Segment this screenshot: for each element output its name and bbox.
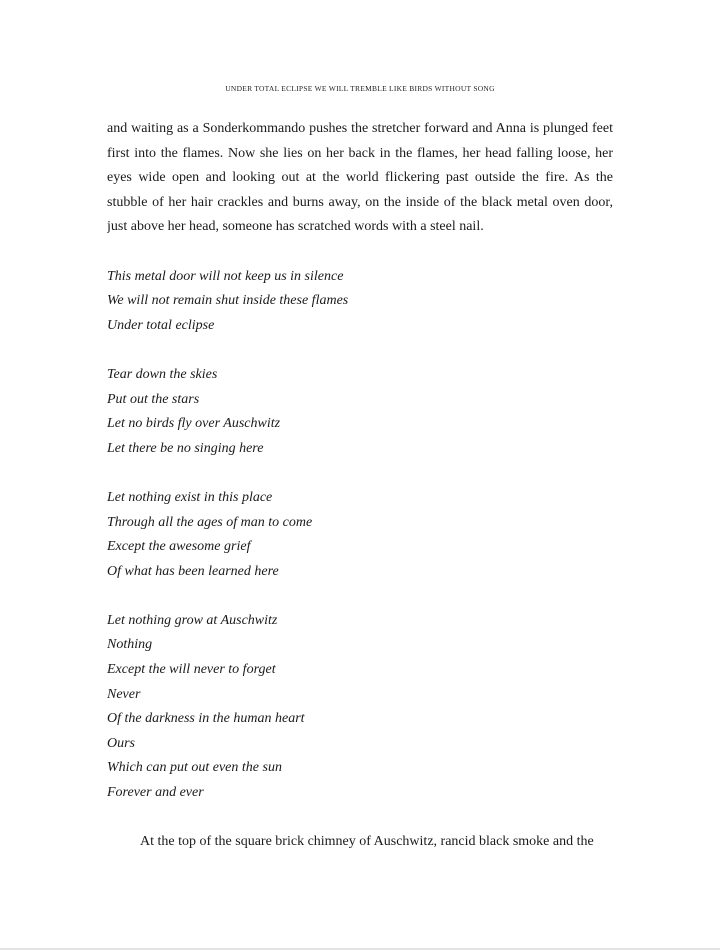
running-head: UNDER TOTAL ECLIPSE WE WILL TREMBLE LIKE BIRDS WITHOUT SONG: [225, 84, 495, 93]
poem-line: Let nothing grow at Auschwitz: [107, 612, 278, 628]
poem-stanza-1: [107, 265, 613, 339]
poem-line: Let nothing exist in this place: [107, 489, 273, 505]
poem-line: Forever and ever: [107, 785, 204, 801]
poem-line: Under total eclipse: [107, 317, 215, 333]
poem-line: Except the will never to forget: [107, 662, 276, 678]
poem-line: Of what has been learned here: [107, 563, 279, 579]
prose-line: eyes wide open and looking out at the world flickering past outside the fire. As the: [107, 170, 613, 186]
prose-paragraph-1: [107, 117, 613, 240]
poem-line: Never: [107, 686, 141, 702]
poem-stanza-2: [107, 363, 613, 461]
poem-line: This metal door will not keep us in silence: [107, 268, 344, 284]
prose-paragraph-final: At the top of the square brick chimney of Auschwitz, rancid black smoke and the: [140, 834, 594, 850]
poem-line: Through all the ages of man to come: [107, 514, 313, 530]
poem-line: Nothing: [107, 637, 153, 653]
poem-line: Tear down the skies: [107, 366, 218, 382]
poem-line: Let there be no singing here: [107, 440, 264, 456]
prose-line: stubble of her hair crackles and burns away, on the inside of the black metal oven door,: [107, 194, 613, 210]
poem-line: Of the darkness in the human heart: [107, 711, 305, 727]
poem-stanza-3: [107, 486, 613, 584]
poem-line: Which can put out even the sun: [107, 760, 282, 776]
prose-line: and waiting as a Sonderkommando pushes the stretcher forward and Anna is plunged feet: [107, 121, 613, 136]
poem-line: Let no birds fly over Auschwitz: [107, 416, 281, 432]
poem-line: Except the awesome grief: [107, 539, 251, 555]
poem-line: Ours: [107, 735, 136, 751]
poem-stanza-4: [107, 609, 613, 806]
poem: [107, 265, 613, 806]
poem-line: Put out the stars: [107, 391, 200, 407]
prose-line: just above her head, someone has scratched words with a steel nail.: [107, 219, 484, 235]
page-body: [107, 117, 613, 855]
prose-line: first into the flames. Now she lies on her back in the flames, her head falling loose, her: [107, 145, 613, 161]
poem-line: We will not remain shut inside these flames: [107, 293, 349, 309]
